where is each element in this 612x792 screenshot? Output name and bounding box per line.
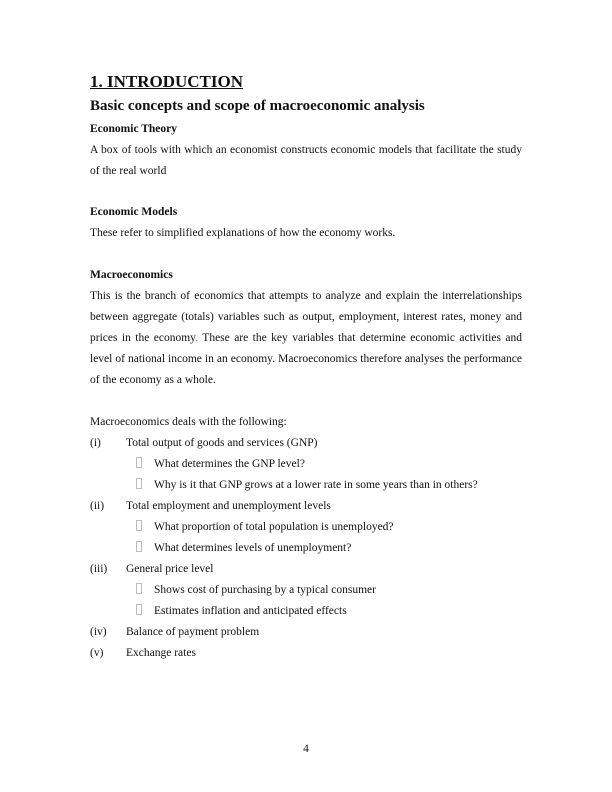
list-number: (iii) xyxy=(90,563,108,575)
bullet-text: Why is it that GNP grows at a lower rate in some years than in others? xyxy=(154,479,478,491)
heading-macroeconomics: Macroeconomics xyxy=(90,269,173,281)
sub-bullet xyxy=(136,601,347,622)
list-item xyxy=(90,496,331,517)
list-number: (v) xyxy=(90,647,104,659)
list-label: Total output of goods and services (GNP) xyxy=(126,437,318,449)
bullet-icon xyxy=(136,604,142,615)
paragraph-economic-models: These refer to simplified explanations of how the economy works. xyxy=(90,227,396,239)
bullet-icon xyxy=(136,541,142,552)
page-title: 1. INTRODUCTION xyxy=(90,72,244,91)
paragraph-economic-theory: A box of tools with which an economist constructs economic models that facilitate the study of the real world xyxy=(90,144,522,177)
list-label: Exchange rates xyxy=(126,647,196,659)
red-period: . xyxy=(195,332,199,344)
section-subtitle: Basic concepts and scope of macroeconomic analysis xyxy=(90,98,425,114)
bullet-text: What determines levels of unemployment? xyxy=(154,542,352,554)
sub-bullet xyxy=(136,475,478,496)
list-item xyxy=(90,622,259,643)
sub-bullet xyxy=(136,517,394,538)
list-item xyxy=(90,433,317,454)
list-number: (iv) xyxy=(90,626,107,638)
bullet-text: What proportion of total population is unemployed? xyxy=(154,521,394,533)
list-label: Total employment and unemployment levels xyxy=(126,500,331,512)
paragraph-part: This is the branch of economics that attempts to analyze and explain the interrelationships between aggregate (totals) variables such as output, employment, interest rates, money and prices in the economy xyxy=(90,290,522,344)
list-label: Balance of payment problem xyxy=(126,626,260,638)
sub-bullet xyxy=(136,580,376,601)
bullet-text: Shows cost of purchasing by a typical consumer xyxy=(154,584,376,596)
bullet-icon xyxy=(136,520,142,531)
list-label: General price level xyxy=(126,563,214,575)
paragraph-macroeconomics xyxy=(90,286,522,391)
page-number: 4 xyxy=(303,743,309,755)
bullet-icon xyxy=(136,478,142,489)
bullet-icon xyxy=(136,457,142,468)
list-number: (i) xyxy=(90,437,101,449)
bullet-text: Estimates inflation and anticipated effects xyxy=(154,605,347,617)
list-item xyxy=(90,643,196,664)
sub-bullet xyxy=(136,454,305,475)
heading-economic-models: Economic Models xyxy=(90,206,178,218)
heading-economic-theory: Economic Theory xyxy=(90,123,177,135)
list-intro: Macroeconomics deals with the following: xyxy=(90,416,287,428)
list-item xyxy=(90,559,213,580)
paragraph-part: These are the key variables that determine economic activities and level of national income in an economy. Macroeconomics therefore analyses the performance of the economy as a whole. xyxy=(90,332,522,386)
sub-bullet xyxy=(136,538,351,559)
bullet-text: What determines the GNP level? xyxy=(154,458,305,470)
list-number: (ii) xyxy=(90,500,105,512)
bullet-icon xyxy=(136,583,142,594)
